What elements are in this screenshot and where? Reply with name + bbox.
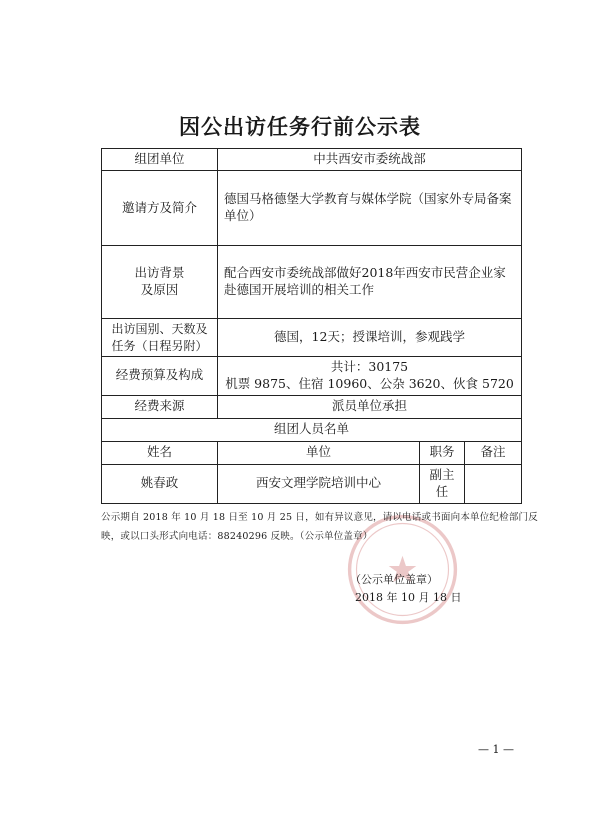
notice-text: 公示期自 2018 年 10 月 18 日至 10 月 25 日，如有异议意见，请以电话或书面向本单位纪检部门反映，或以口头形式向电话：88240296 反映。（公示单位盖章）: [101, 512, 538, 542]
unit-label: 组团单位: [102, 149, 218, 171]
row-unit: [102, 149, 522, 171]
members-header-name: 姓名: [102, 441, 218, 464]
route-value: 德国，12天；授课培训，参观践学: [218, 319, 522, 357]
background-label: [102, 246, 218, 319]
inviter-label: 邀请方及简介: [102, 171, 218, 246]
row-background: [102, 246, 522, 319]
background-value: 配合西安市委统战部做好2018年西安市民营企业家赴德国开展培训的相关工作: [218, 246, 522, 319]
disclosure-form-table: [101, 148, 522, 504]
member-org: 西安文理学院培训中心: [218, 464, 420, 503]
stamp-note: （公示单位盖章）: [350, 573, 438, 586]
members-header-title: 职务: [420, 441, 465, 464]
members-title: 组团人员名单: [102, 418, 522, 441]
inviter-value: 德国马格德堡大学教育与媒体学院（国家外专局备案单位）: [218, 171, 522, 246]
budget-label: 经费预算及构成: [102, 357, 218, 396]
budget-items: 机票 9875、住宿 10960、公杂 3620、伙食 5720: [225, 375, 514, 391]
member-name: 姚春政: [102, 464, 218, 503]
budget-value: [218, 357, 522, 396]
member-note: [465, 464, 522, 503]
row-source: [102, 395, 522, 418]
table-row: [102, 464, 522, 503]
row-members-title: [102, 418, 522, 441]
signature-date: 2018 年 10 月 18 日: [355, 591, 462, 604]
members-header-row: [102, 441, 522, 464]
unit-value: 中共西安市委统战部: [218, 149, 522, 171]
source-value: 派员单位承担: [218, 395, 522, 418]
row-route: [102, 319, 522, 357]
source-label: 经费来源: [102, 395, 218, 418]
background-label-line-1: 出访背景: [134, 265, 185, 281]
row-inviter: [102, 171, 522, 246]
page-number: — 1 —: [478, 743, 514, 756]
members-header-note: 备注: [465, 441, 522, 464]
member-title: 副主任: [420, 464, 465, 503]
page-title: 因公出访任务行前公示表: [179, 115, 421, 139]
row-budget: [102, 357, 522, 396]
route-label: 出访国别、天数及任务（日程另附）: [102, 319, 218, 357]
background-label-line-2: 及原因: [140, 282, 179, 297]
budget-total: 共计：30175: [330, 359, 409, 374]
members-header-org: 单位: [218, 441, 420, 464]
